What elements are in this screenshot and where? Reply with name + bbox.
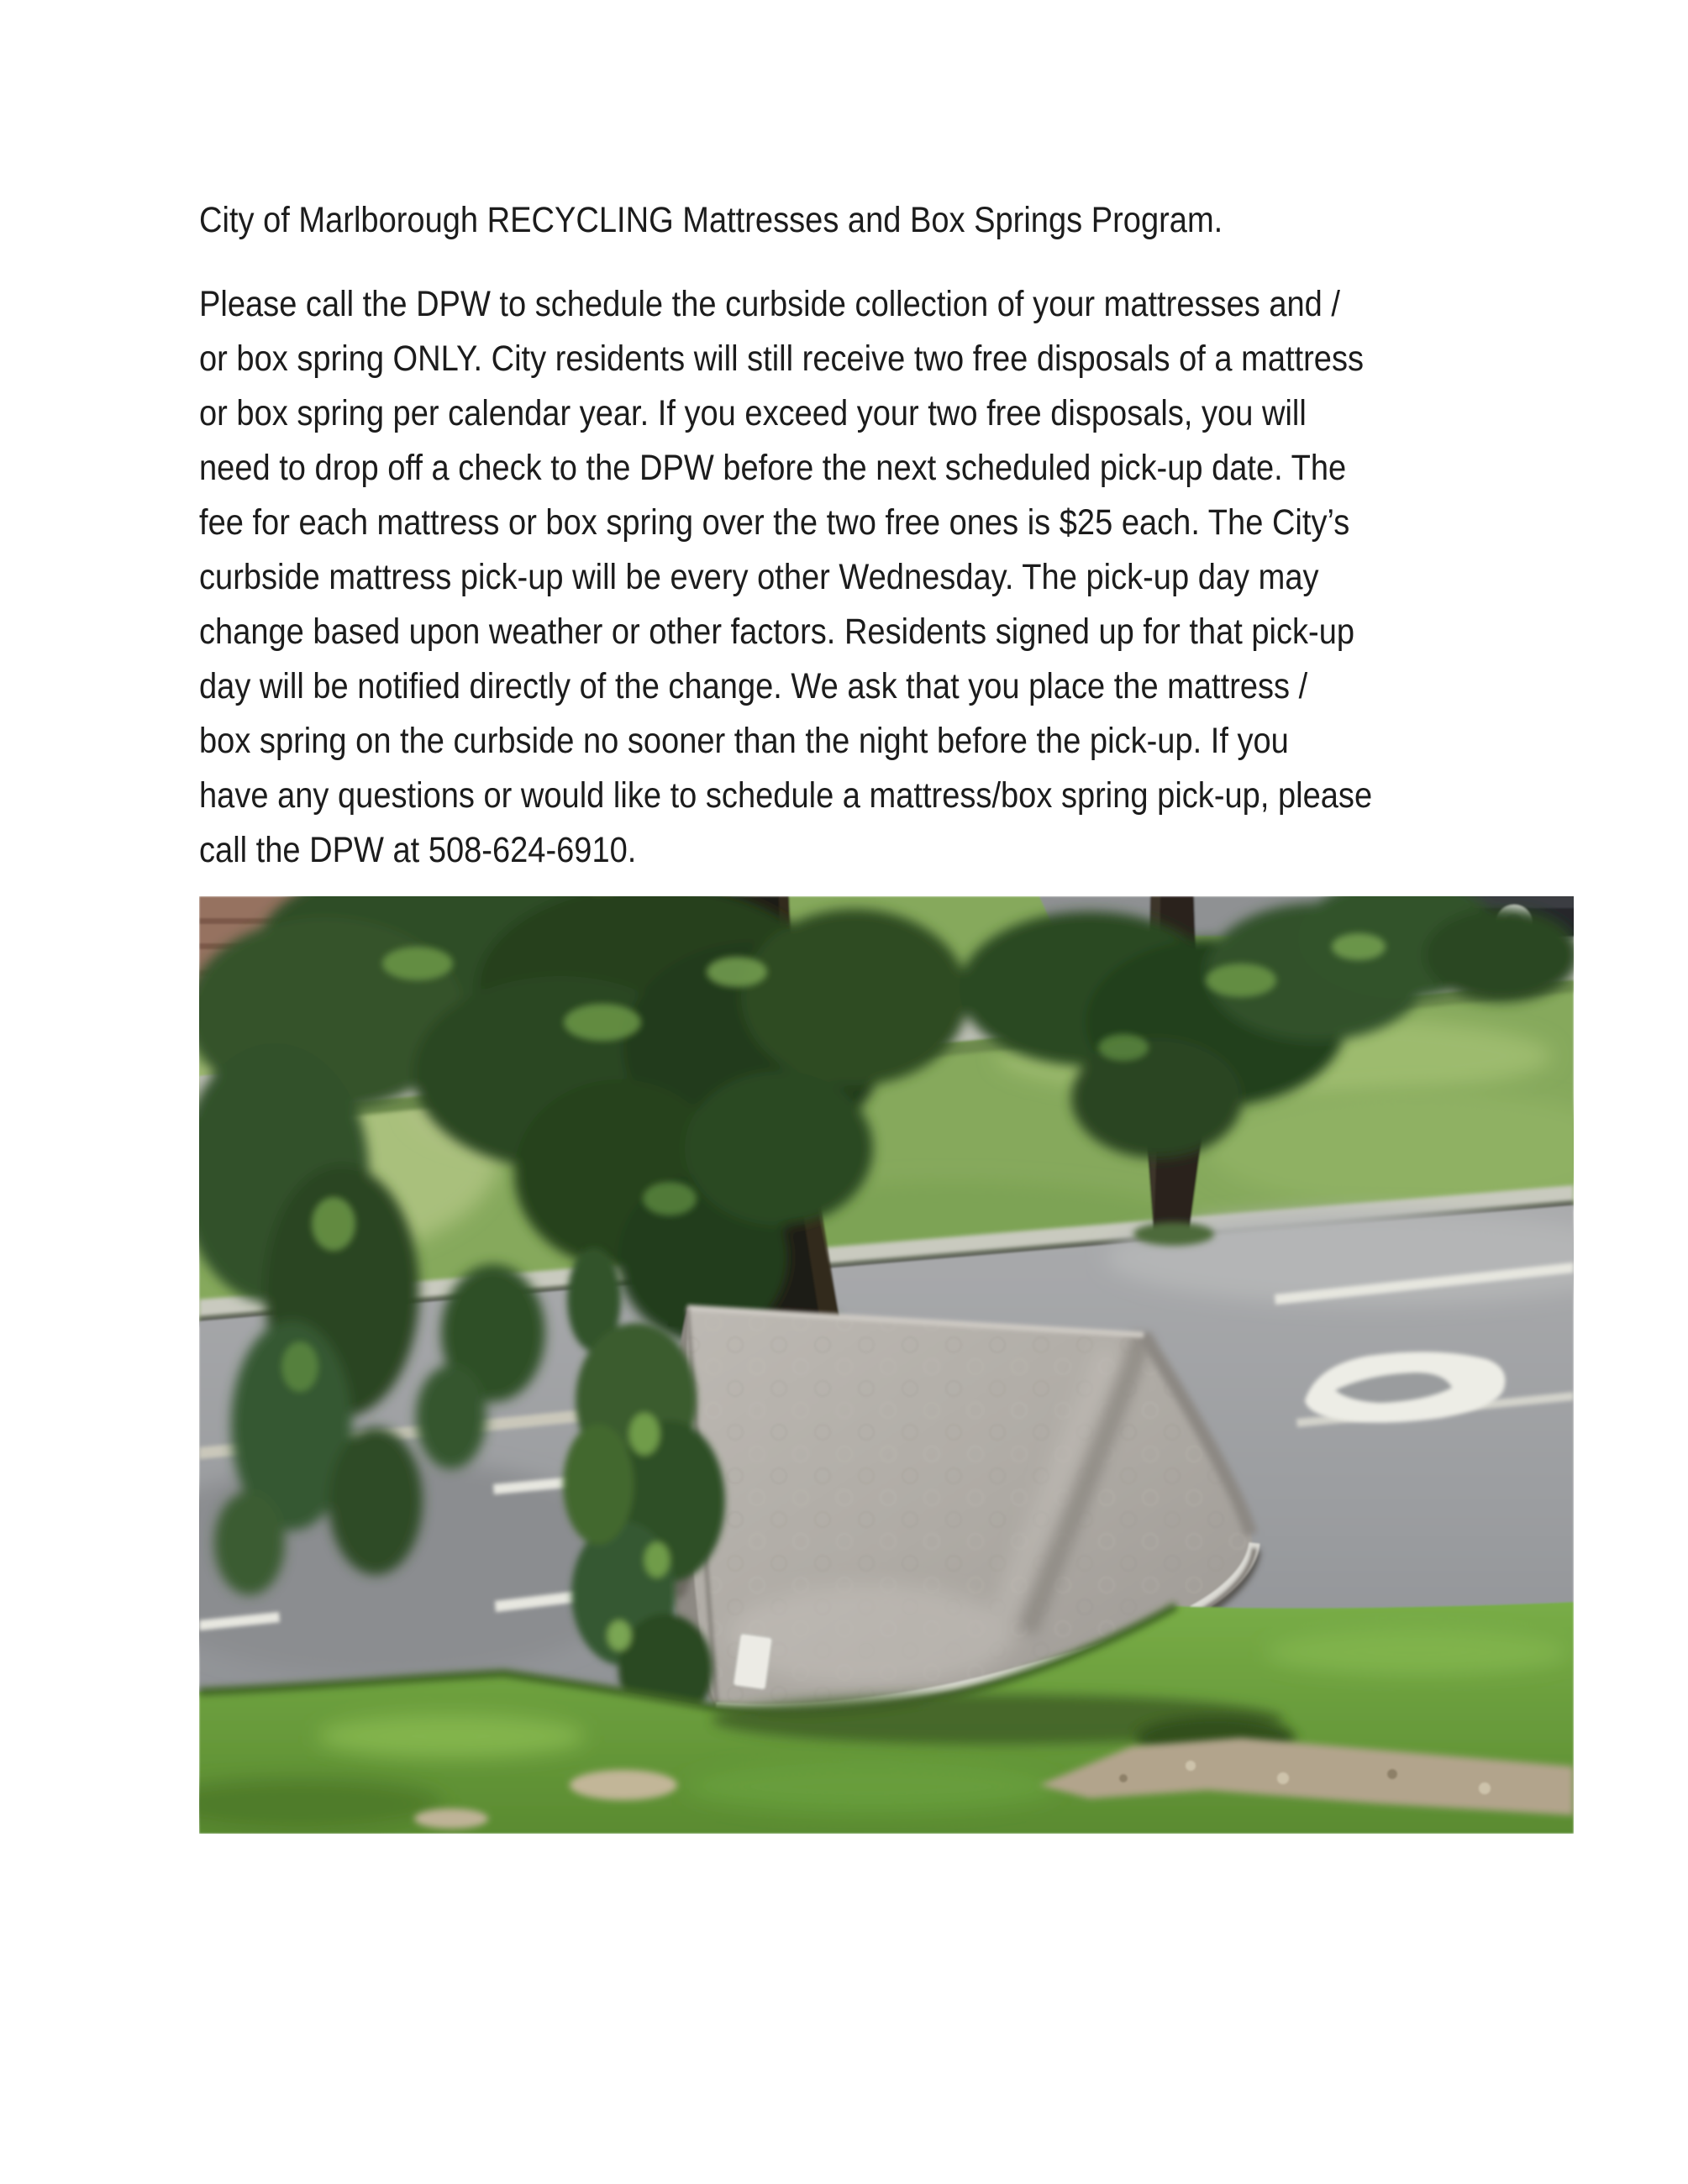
paragraph-line: day will be notified directly of the change. We ask that you place the mattress / <box>199 666 1308 706</box>
paragraph-line: fee for each mattress or box spring over the two free ones is $25 each. The City’s <box>199 502 1350 543</box>
paragraph-line: Please call the DPW to schedule the curbside collection of your mattresses and / <box>199 284 1340 324</box>
paragraph-line: call the DPW at 508-624-6910. <box>199 830 637 870</box>
paragraph-line: have any questions or would like to schedule a mattress/box spring pick-up, please <box>199 775 1373 816</box>
paragraph-line: or box spring per calendar year. If you exceed your two free disposals, you will <box>199 393 1307 433</box>
paragraph-line: change based upon weather or other factors. Residents signed up for that pick-up <box>199 612 1355 652</box>
paragraph-line: need to drop off a check to the DPW before the next scheduled pick-up date. The <box>199 448 1347 488</box>
document-title: City of Marlborough RECYCLING Mattresses and Box Springs Program. <box>199 200 1223 240</box>
paragraph-line: curbside mattress pick-up will be every other Wednesday. The pick-up day may <box>199 557 1319 597</box>
body-paragraph <box>199 277 1525 878</box>
paragraph-line: box spring on the curbside no sooner than the night before the pick-up. If you <box>199 721 1289 761</box>
paragraph-line: or box spring ONLY. City residents will still receive two free disposals of a mattress <box>199 339 1365 379</box>
mattress-label-tag <box>734 1634 772 1690</box>
mattress-photo <box>199 896 1574 1834</box>
